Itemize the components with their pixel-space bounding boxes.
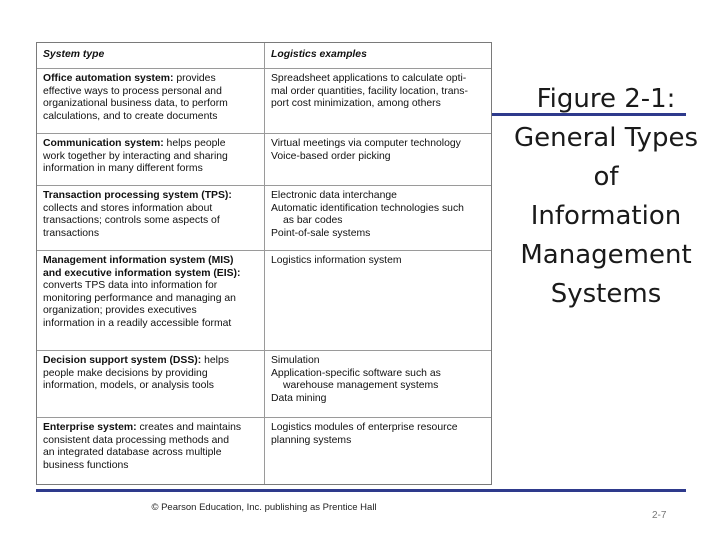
logistics-example-cell bbox=[265, 418, 491, 484]
cell-line: Enterprise system: creates and maintains bbox=[43, 422, 242, 433]
system-label: Office automation system: bbox=[43, 73, 174, 84]
cell-line: calculations, and to create documents bbox=[43, 110, 218, 122]
system-label: Enterprise system: bbox=[43, 422, 137, 433]
cell-line: work together by interacting and sharing bbox=[43, 150, 228, 162]
cell-line: mal order quantities, facility location, trans- bbox=[271, 85, 468, 97]
cell-line: port cost minimization, among others bbox=[271, 98, 441, 110]
table-row bbox=[37, 250, 491, 350]
cell-line: Spreadsheet applications to calculate opti- bbox=[271, 73, 467, 84]
logistics-example-cell bbox=[265, 251, 491, 350]
slide-title bbox=[500, 80, 712, 314]
cell-line: business functions bbox=[43, 459, 129, 471]
cell-line: Office automation system: provides bbox=[43, 73, 216, 84]
table-row bbox=[37, 185, 491, 250]
table-row bbox=[37, 133, 491, 185]
cell-line: Communication system: helps people bbox=[43, 138, 226, 149]
title-line: Management bbox=[520, 240, 692, 270]
system-types-table bbox=[36, 42, 492, 485]
cell-line: Voice-based order picking bbox=[271, 150, 391, 162]
system-type-cell bbox=[37, 418, 265, 484]
system-type-cell bbox=[37, 69, 265, 133]
system-label: Transaction processing system (TPS): bbox=[43, 190, 232, 201]
cell-line: Decision support system (DSS): helps bbox=[43, 355, 229, 366]
system-type-cell bbox=[37, 134, 265, 185]
cell-line: an integrated database across multiple bbox=[43, 447, 222, 459]
title-line: Information bbox=[530, 201, 682, 231]
cell-line: monitoring performance and managing an bbox=[43, 292, 236, 304]
cell-line: converts TPS data into information for bbox=[43, 280, 218, 292]
table-row bbox=[37, 350, 491, 417]
cell-line: transactions bbox=[43, 227, 100, 239]
table-row bbox=[37, 417, 491, 484]
cell-line: Virtual meetings via computer technology bbox=[271, 138, 461, 149]
table-header-row bbox=[37, 43, 491, 68]
header-logistics-examples: Logistics examples bbox=[271, 49, 367, 60]
logistics-example-cell bbox=[265, 69, 491, 133]
logistics-example-cell bbox=[265, 134, 491, 185]
title-line: of bbox=[593, 162, 619, 192]
cell-line: collects and stores information about bbox=[43, 202, 213, 214]
cell-line: warehouse management systems bbox=[283, 380, 439, 392]
cell-line: Management information system (MIS) bbox=[43, 255, 234, 266]
system-type-cell bbox=[37, 351, 265, 417]
cell-line: planning systems bbox=[271, 434, 352, 446]
cell-line: and executive information system (EIS): bbox=[43, 267, 241, 279]
cell-line: people make decisions by providing bbox=[43, 367, 208, 379]
cell-line: transactions; controls some aspects of bbox=[43, 215, 220, 227]
cell-line: information, models, or analysis tools bbox=[43, 380, 214, 392]
cell-line: organization; provides executives bbox=[43, 305, 197, 317]
page-number: 2-7 bbox=[652, 510, 667, 521]
logistics-example-cell bbox=[265, 351, 491, 417]
logistics-example-cell bbox=[265, 186, 491, 250]
copyright-footer: © Pearson Education, Inc. publishing as Prentice Hall bbox=[151, 502, 377, 513]
cell-line: information in many different forms bbox=[43, 163, 203, 175]
system-type-cell bbox=[37, 251, 265, 350]
cell-line: consistent data processing methods and bbox=[43, 434, 229, 446]
title-line: Figure 2-1: bbox=[536, 84, 676, 114]
cell-line: Electronic data interchange bbox=[271, 190, 397, 201]
cell-line: Logistics information system bbox=[271, 255, 402, 266]
cell-line: effective ways to process personal and bbox=[43, 85, 222, 97]
cell-line: Logistics modules of enterprise resource bbox=[271, 422, 458, 433]
cell-line: organizational business data, to perform bbox=[43, 98, 228, 110]
cell-line: Automatic identification technologies such bbox=[271, 202, 464, 214]
system-type-cell bbox=[37, 186, 265, 250]
system-label: Decision support system (DSS): bbox=[43, 355, 202, 366]
cell-line: Data mining bbox=[271, 392, 327, 404]
footer-rule bbox=[36, 489, 686, 492]
header-system-type: System type bbox=[37, 43, 265, 68]
cell-line: Point-of-sale systems bbox=[271, 227, 371, 239]
title-line: General Types bbox=[514, 123, 698, 153]
table-row bbox=[37, 68, 491, 133]
title-line: Systems bbox=[550, 279, 662, 309]
cell-line: as bar codes bbox=[283, 215, 343, 227]
cell-line: Application-specific software such as bbox=[271, 367, 441, 379]
cell-line: Simulation bbox=[271, 355, 320, 366]
system-label: Communication system: bbox=[43, 138, 164, 149]
cell-line: information in a readily accessible format bbox=[43, 317, 232, 329]
